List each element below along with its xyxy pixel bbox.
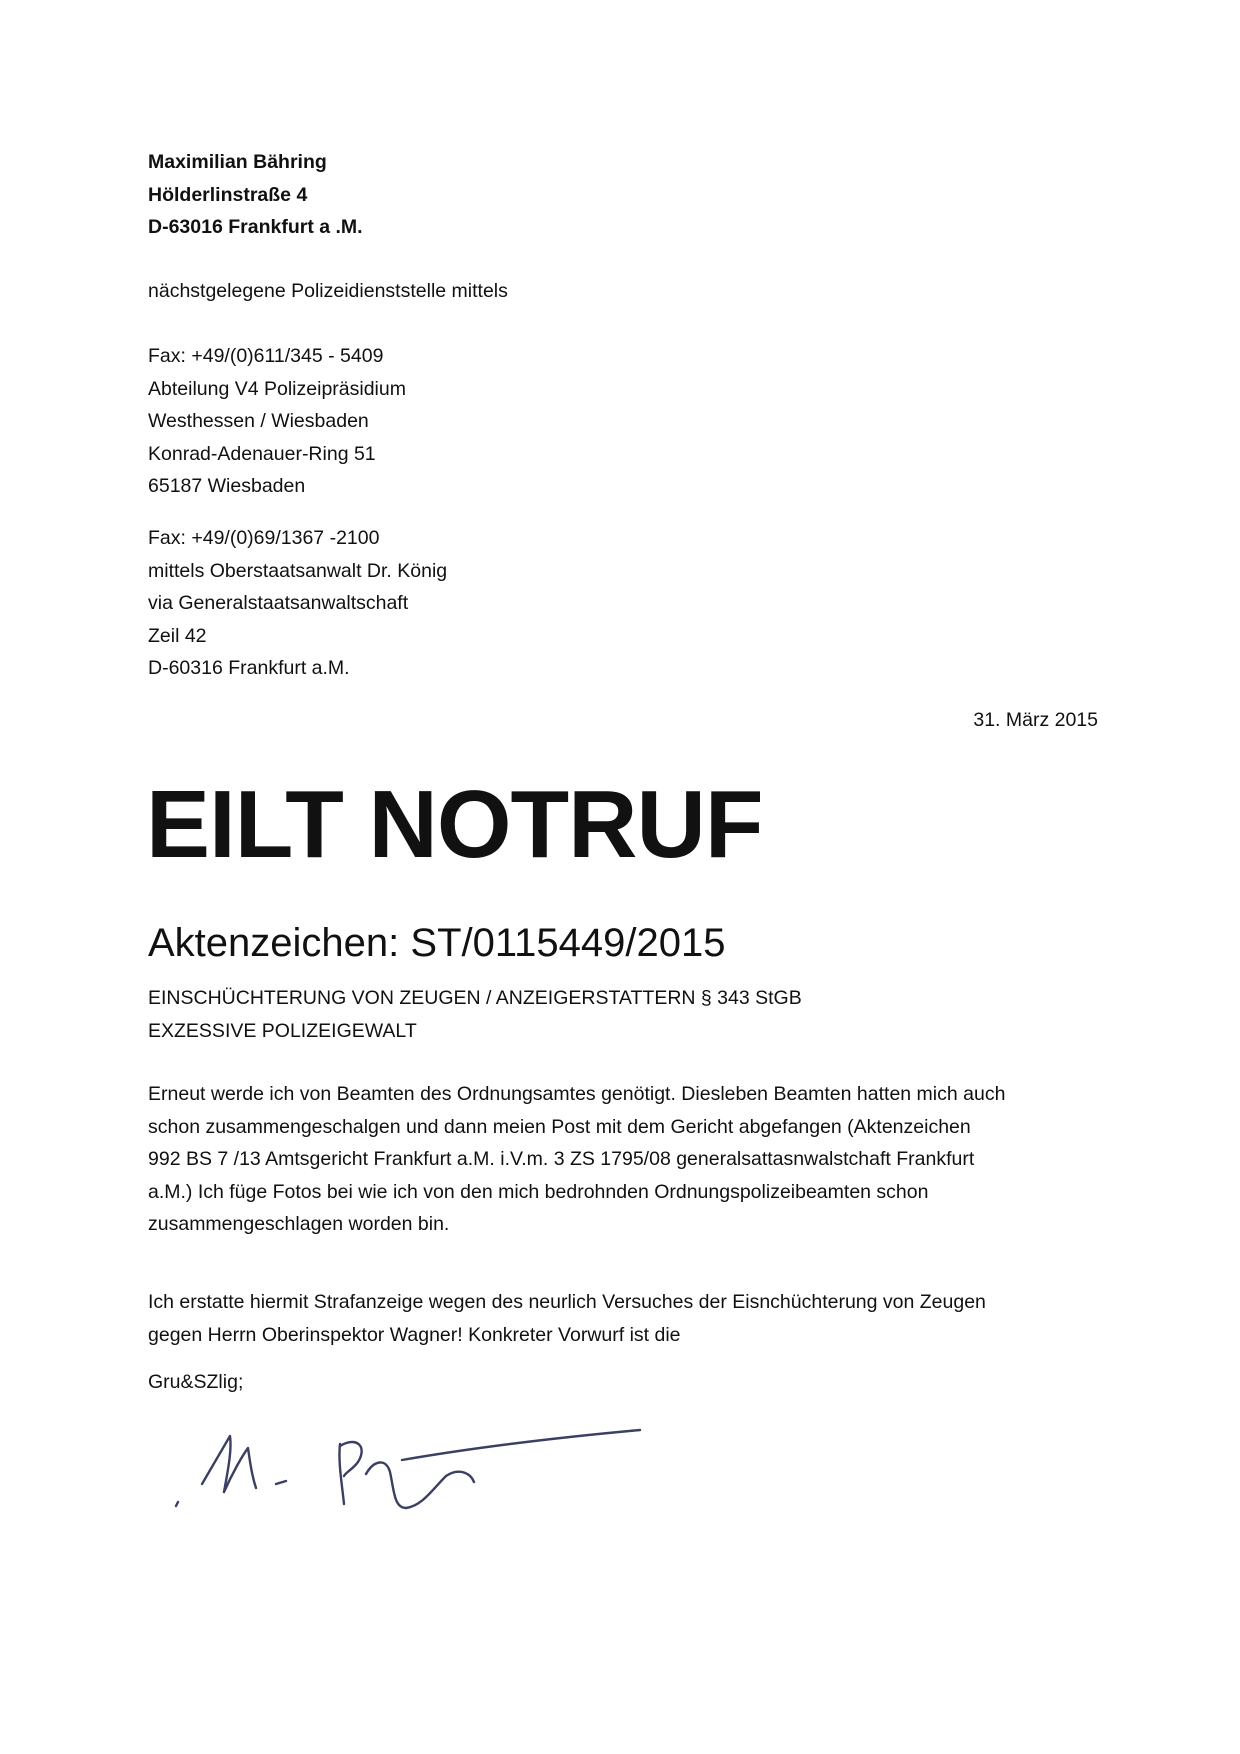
recipient2-street: Zeil 42 <box>148 624 207 647</box>
file-reference: Aktenzeichen: ST/0115449/2015 <box>148 921 726 965</box>
sender-city: D-63016 Frankfurt a .M. <box>148 216 363 238</box>
subject-line: EXZESSIVE POLIZEIGEWALT <box>148 1019 417 1042</box>
paragraph-line: gegen Herrn Oberinspektor Wagner! Konkreter Vorwurf ist die <box>148 1323 681 1346</box>
paragraph-line: Ich erstatte hiermit Strafanzeige wegen des neurlich Versuches der Eisnchüchterung von Zeugen <box>148 1291 986 1313</box>
letter-date: 31. März 2015 <box>973 709 1098 731</box>
paragraph-line: a.M.) Ich füge Fotos bei wie ich von den mich bedrohnden Ordnungspolizeibeamten schon <box>148 1180 929 1203</box>
paragraph-line: schon zusammengeschalgen und dann meien Post mit dem Gericht abgefangen (Aktenzeichen <box>148 1115 971 1138</box>
closing-salutation: Gru&SZlig; <box>148 1371 244 1393</box>
body-paragraph-1 <box>148 1078 1098 1241</box>
recipient1-line2: Westhessen / Wiesbaden <box>148 410 369 432</box>
recipient1-fax: Fax: +49/(0)611/345 - 5409 <box>148 345 384 367</box>
paragraph-line: 992 BS 7 /13 Amtsgericht Frankfurt a.M. i.V.m. 3 ZS 1795/08 generalsattasnwalstchaft Frankfurt <box>148 1148 975 1170</box>
recipient-address-police <box>148 340 1098 503</box>
paragraph-line: zusammengeschlagen worden bin. <box>148 1213 450 1235</box>
recipient-intro-text: nächstgelegene Polizeidienststelle mittels <box>148 280 508 302</box>
recipient2-line2: via Generalstaatsanwaltschaft <box>148 592 409 614</box>
recipient1-line1: Abteilung V4 Polizeipräsidium <box>148 377 406 400</box>
sender-street: Hölderlinstraße 4 <box>148 183 308 206</box>
body-paragraph-2 <box>148 1286 1098 1351</box>
paragraph-line: Erneut werde ich von Beamten des Ordnungsamtes genötigt. Diesleben Beamten hatten mich auch <box>148 1083 1006 1105</box>
headline: EILT NOTRUF <box>146 771 763 878</box>
handwritten-signature <box>170 1410 660 1530</box>
recipient1-street: Konrad-Adenauer-Ring 51 <box>148 442 376 465</box>
subject-line: EINSCHÜCHTERUNG VON ZEUGEN / ANZEIGERSTATTERN § 343 StGB <box>148 987 802 1009</box>
recipient2-line1: mittels Oberstaatsanwalt Dr. König <box>148 559 448 582</box>
recipient2-city: D-60316 Frankfurt a.M. <box>148 657 350 679</box>
recipient-intro <box>148 275 1098 308</box>
recipient2-fax: Fax: +49/(0)69/1367 -2100 <box>148 527 380 549</box>
recipient-address-prosecutor <box>148 522 1098 685</box>
recipient1-city: 65187 Wiesbaden <box>148 475 306 497</box>
subject-lines <box>148 982 1098 1047</box>
sender-address <box>148 146 1098 244</box>
sender-name: Maximilian Bähring <box>148 151 327 173</box>
